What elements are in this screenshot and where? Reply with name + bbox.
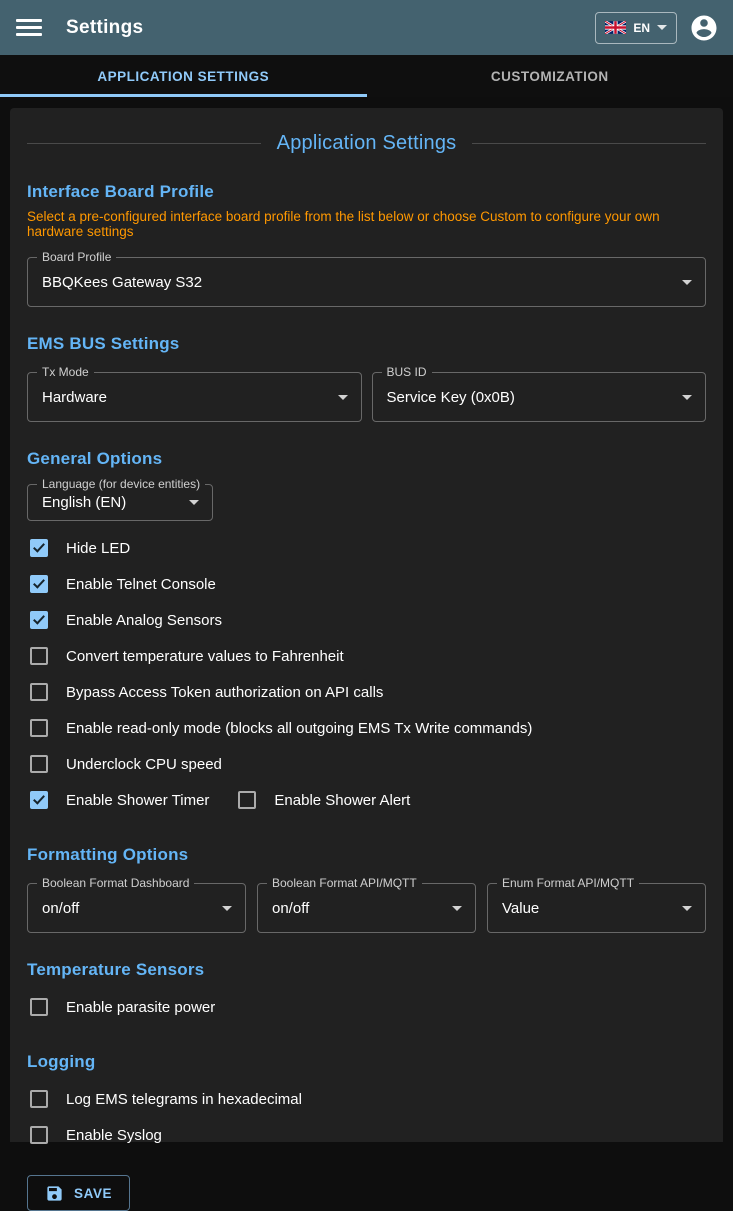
- page-background: [0, 97, 733, 1142]
- checkbox-icon[interactable]: [30, 575, 48, 593]
- bus-id-select[interactable]: [372, 372, 707, 422]
- board-profile-select[interactable]: [27, 257, 706, 307]
- section-heading-formatting: Formatting Options: [27, 845, 706, 865]
- boolean-format-dashboard-label: Boolean Format Dashboard: [37, 876, 194, 890]
- save-button[interactable]: [27, 1175, 130, 1211]
- boolean-format-dashboard-select[interactable]: [27, 883, 246, 933]
- checkbox-label[interactable]: Bypass Access Token authorization on API calls: [66, 684, 383, 701]
- tab-customization[interactable]: CUSTOMIZATION: [367, 55, 733, 97]
- divider: [472, 143, 706, 144]
- language-selector[interactable]: [595, 12, 677, 44]
- checkbox-parasite-power[interactable]: [27, 989, 706, 1025]
- checkbox-hide-led[interactable]: [27, 530, 706, 566]
- chevron-down-icon: [657, 25, 667, 30]
- section-heading-general: General Options: [27, 449, 706, 469]
- language-code: EN: [633, 21, 650, 35]
- bus-id-label: BUS ID: [382, 365, 432, 379]
- general-checkbox-list: [27, 530, 706, 818]
- section-heading-ems-bus: EMS BUS Settings: [27, 334, 706, 354]
- checkbox-shower-alert[interactable]: [235, 791, 410, 809]
- enum-format-api-select[interactable]: [487, 883, 706, 933]
- checkbox-label[interactable]: Enable Analog Sensors: [66, 612, 222, 629]
- boolean-format-dashboard-value: on/off: [42, 900, 79, 917]
- checkbox-icon[interactable]: [30, 1090, 48, 1108]
- checkbox-icon[interactable]: [30, 1126, 48, 1144]
- checkbox-label[interactable]: Enable Shower Alert: [274, 792, 410, 809]
- content-title-row: [27, 132, 706, 155]
- checkbox-enable-analog-sensors[interactable]: [27, 602, 706, 638]
- dropdown-arrow-icon: [682, 906, 692, 911]
- save-button-label: SAVE: [74, 1186, 112, 1201]
- checkbox-label[interactable]: Enable Shower Timer: [66, 792, 209, 809]
- boolean-format-api-value: on/off: [272, 900, 309, 917]
- tx-mode-value: Hardware: [42, 389, 107, 406]
- tab-application-settings[interactable]: APPLICATION SETTINGS: [0, 55, 367, 97]
- board-profile-label: Board Profile: [37, 250, 116, 264]
- checkbox-icon[interactable]: [30, 683, 48, 701]
- checkbox-label[interactable]: Enable Syslog: [66, 1127, 162, 1144]
- checkbox-enable-telnet[interactable]: [27, 566, 706, 602]
- checkbox-label[interactable]: Hide LED: [66, 540, 130, 557]
- divider: [27, 143, 261, 144]
- account-icon[interactable]: [689, 13, 719, 43]
- checkbox-icon[interactable]: [30, 755, 48, 773]
- dropdown-arrow-icon: [682, 395, 692, 400]
- settings-card: [10, 108, 723, 1142]
- language-value: English (EN): [42, 494, 126, 511]
- dropdown-arrow-icon: [682, 280, 692, 285]
- language-select[interactable]: [27, 484, 213, 521]
- section-heading-temperature-sensors: Temperature Sensors: [27, 960, 706, 980]
- section-heading-interface-board: Interface Board Profile: [27, 182, 706, 202]
- checkbox-readonly-mode[interactable]: [27, 710, 706, 746]
- checkbox-icon[interactable]: [30, 539, 48, 557]
- checkbox-label[interactable]: Log EMS telegrams in hexadecimal: [66, 1091, 302, 1108]
- enum-format-api-value: Value: [502, 900, 539, 917]
- checkbox-bypass-token[interactable]: [27, 674, 706, 710]
- language-label: Language (for device entities): [37, 477, 205, 491]
- checkbox-icon[interactable]: [238, 791, 256, 809]
- dropdown-arrow-icon: [222, 906, 232, 911]
- uk-flag-icon: [605, 21, 626, 34]
- boolean-format-api-select[interactable]: [257, 883, 476, 933]
- tx-mode-select[interactable]: [27, 372, 362, 422]
- checkbox-enable-syslog[interactable]: [27, 1117, 706, 1153]
- checkbox-fahrenheit[interactable]: [27, 638, 706, 674]
- app-bar: [0, 0, 733, 55]
- checkbox-underclock-cpu[interactable]: [27, 746, 706, 782]
- checkbox-icon[interactable]: [30, 791, 48, 809]
- interface-board-description: Select a pre-configured interface board profile from the list below or choose Custom to configure your own hardware settings: [27, 209, 706, 239]
- enum-format-api-label: Enum Format API/MQTT: [497, 876, 639, 890]
- checkbox-icon[interactable]: [30, 719, 48, 737]
- checkbox-label[interactable]: Enable Telnet Console: [66, 576, 216, 593]
- checkbox-label[interactable]: Underclock CPU speed: [66, 756, 222, 773]
- menu-icon[interactable]: [16, 15, 42, 41]
- boolean-format-api-label: Boolean Format API/MQTT: [267, 876, 422, 890]
- checkbox-label[interactable]: Convert temperature values to Fahrenheit: [66, 648, 344, 665]
- checkbox-icon[interactable]: [30, 647, 48, 665]
- checkbox-shower-timer[interactable]: [27, 791, 209, 809]
- dropdown-arrow-icon: [338, 395, 348, 400]
- checkbox-icon[interactable]: [30, 998, 48, 1016]
- bus-id-value: Service Key (0x0B): [387, 389, 515, 406]
- dropdown-arrow-icon: [452, 906, 462, 911]
- content-title: Application Settings: [277, 132, 457, 155]
- tx-mode-label: Tx Mode: [37, 365, 94, 379]
- checkbox-icon[interactable]: [30, 611, 48, 629]
- section-heading-logging: Logging: [27, 1052, 706, 1072]
- checkbox-label[interactable]: Enable parasite power: [66, 999, 215, 1016]
- dropdown-arrow-icon: [189, 500, 199, 505]
- save-icon: [45, 1184, 64, 1203]
- checkbox-label[interactable]: Enable read-only mode (blocks all outgoing EMS Tx Write commands): [66, 720, 532, 737]
- page-title: Settings: [66, 17, 595, 39]
- board-profile-value: BBQKees Gateway S32: [42, 274, 202, 291]
- checkbox-log-hex[interactable]: [27, 1081, 706, 1117]
- tab-bar: [0, 55, 733, 97]
